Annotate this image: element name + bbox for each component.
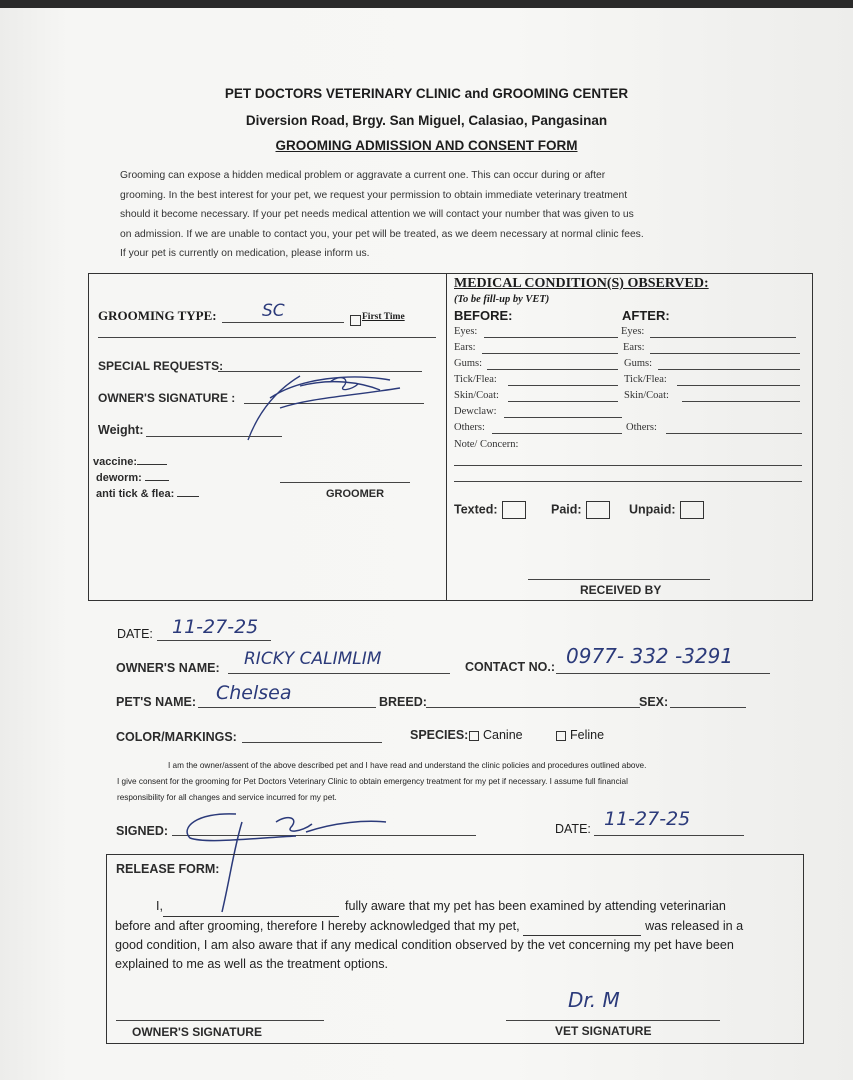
feline-checkbox[interactable] [556, 731, 566, 741]
date-label: DATE: [117, 627, 153, 641]
date-value[interactable]: 11-27-25 [172, 616, 259, 638]
species-feline-option[interactable]: Feline [556, 728, 604, 742]
after-eyes-label: Eyes: [621, 326, 645, 337]
intro-line: If your pet is currently on medication, please inform us. [120, 248, 370, 259]
intro-line: on admission. If we are unable to contact you, your pet will be treated, as we deem necessary at normal clinic fees. [120, 228, 644, 240]
after-gums-label: Gums: [624, 358, 653, 369]
breed-label: BREED: [379, 695, 427, 709]
date-field[interactable] [157, 640, 271, 641]
after-ears-label: Ears: [623, 342, 645, 353]
after-ears-field[interactable] [650, 353, 800, 354]
after-skincoat-label: Skin/Coat: [624, 390, 669, 401]
groomer-label: GROOMER [326, 488, 385, 500]
dewclaw-label: Dewclaw: [454, 406, 497, 417]
before-tickflea-field[interactable] [508, 385, 618, 386]
after-gums-field[interactable] [658, 369, 800, 370]
release-line-3: good condition, I am also aware that if any medical condition observed by the vet concerning my pet have been [115, 938, 734, 952]
pet-name-value[interactable]: Chelsea [216, 682, 292, 704]
grooming-type-value[interactable]: SC [262, 301, 285, 321]
groomer-signature-field[interactable] [280, 482, 410, 483]
vet-signature-field[interactable] [506, 1020, 720, 1021]
pet-name-field[interactable] [198, 707, 376, 708]
release-form-title: RELEASE FORM: [116, 862, 220, 876]
texted-checkbox[interactable] [502, 501, 526, 519]
after-tickflea-label: Tick/Flea: [624, 374, 667, 385]
first-time-checkbox[interactable] [350, 312, 361, 330]
clinic-name: PET DOCTORS VETERINARY CLINIC and GROOMING CENTER [224, 86, 629, 101]
paid-checkbox[interactable] [586, 501, 610, 519]
canine-checkbox[interactable] [469, 731, 479, 741]
consent-date-field[interactable] [594, 835, 744, 836]
color-markings-field[interactable] [242, 742, 382, 743]
medical-title: MEDICAL CONDITION(S) OBSERVED: [454, 276, 709, 291]
texted-label: Texted: [454, 501, 526, 519]
before-label: BEFORE: [454, 308, 513, 323]
intro-paragraph [120, 166, 753, 264]
before-eyes-field[interactable] [484, 337, 618, 338]
before-ears-field[interactable] [482, 353, 618, 354]
contact-field[interactable] [556, 673, 770, 674]
owner-name-value[interactable]: RICKY CALIMLIM [244, 649, 382, 669]
note-concern-field-2[interactable] [454, 481, 802, 482]
before-ears-label: Ears: [454, 342, 476, 353]
grooming-type-extra-line[interactable] [98, 337, 436, 338]
consent-line-2: I give consent for the grooming for Pet Doctors Veterinary Clinic to obtain emergency treatment for my pet if necessary. I assume full financial [117, 777, 628, 786]
received-by-field[interactable] [528, 579, 710, 580]
consent-line-3: responsibility for all changes and service incurred for my pet. [117, 793, 337, 802]
before-eyes-label: Eyes: [454, 326, 478, 337]
received-by-label: RECEIVED BY [580, 583, 662, 597]
admission-box-divider [446, 273, 447, 600]
after-others-field[interactable] [666, 433, 802, 434]
breed-field[interactable] [426, 707, 640, 708]
before-others-label: Others: [454, 422, 485, 433]
intro-line: Grooming can expose a hidden medical problem or aggravate a current one. This can occur during or after [120, 170, 606, 181]
contact-label: CONTACT NO.: [465, 660, 556, 674]
pet-name-label: PET'S NAME: [116, 695, 197, 709]
antitick-label: anti tick & flea: [96, 488, 199, 500]
signed-label: SIGNED: [116, 824, 169, 838]
sex-field[interactable] [670, 707, 746, 708]
release-owner-signature-field[interactable] [116, 1020, 324, 1021]
release-owner-signature-label: OWNER'S SIGNATURE [132, 1025, 262, 1039]
owner-name-label: OWNER'S NAME: [116, 661, 220, 675]
paid-label: Paid: [551, 501, 610, 519]
form-title: GROOMING ADMISSION AND CONSENT FORM [275, 138, 578, 153]
note-concern-field-1[interactable] [454, 465, 802, 466]
before-gums-label: Gums: [454, 358, 483, 369]
release-line-1: I, fully aware that my pet has been examined by attending veterinarian [115, 897, 799, 917]
species-canine-option[interactable]: Canine [469, 728, 523, 742]
before-others-field[interactable] [492, 433, 622, 434]
sex-label: SEX: [639, 695, 669, 709]
before-skincoat-label: Skin/Coat: [454, 390, 499, 401]
species-label: SPECIES: [410, 728, 469, 742]
contact-value[interactable]: 0977- 332 -3291 [566, 644, 734, 668]
before-gums-field[interactable] [487, 369, 618, 370]
vet-signature-value[interactable]: Dr. M [568, 988, 620, 1012]
before-skincoat-field[interactable] [508, 401, 618, 402]
medical-subtitle: (To be fill-up by VET) [454, 294, 550, 305]
after-label: AFTER: [622, 308, 670, 323]
before-tickflea-label: Tick/Flea: [454, 374, 497, 385]
after-others-label: Others: [626, 422, 657, 433]
release-owner-name-field[interactable] [163, 897, 339, 917]
release-line-4: explained to me as well as the treatment options. [115, 956, 389, 971]
owner-name-field[interactable] [228, 673, 450, 674]
consent-line-1: I am the owner/assent of the above described pet and I have read and understand the clinic policies and procedures outlined above. [168, 761, 647, 770]
vaccine-label: vaccine: [93, 456, 167, 468]
release-line-2: before and after grooming, therefore I hereby acknowledged that my pet, was released in a [115, 917, 799, 937]
release-pet-name-field[interactable] [523, 917, 641, 937]
dewclaw-field[interactable] [504, 417, 622, 418]
after-eyes-field[interactable] [650, 337, 796, 338]
intro-line: should it become necessary. If your pet needs medical attention we will contact your number that was given to us [120, 209, 634, 220]
note-concern-label: Note/ Concern: [454, 439, 519, 450]
release-paragraph [115, 897, 799, 973]
consent-date-value[interactable]: 11-27-25 [604, 808, 691, 830]
grooming-type-label: GROOMING TYPE: [98, 308, 217, 323]
deworm-label: deworm: [96, 472, 169, 484]
consent-date-label: DATE: [555, 822, 591, 836]
special-requests-label: SPECIAL REQUESTS: [98, 359, 224, 373]
weight-label: Weight: [98, 423, 144, 437]
after-tickflea-field[interactable] [677, 385, 800, 386]
first-time-label: First Time [362, 312, 405, 322]
owner-signature-label: OWNER'S SIGNATURE : [98, 391, 236, 405]
color-markings-label: COLOR/MARKINGS: [116, 730, 237, 744]
vet-signature-label: VET SIGNATURE [555, 1024, 652, 1038]
after-skincoat-field[interactable] [682, 401, 800, 402]
form-paper [0, 8, 853, 1080]
clinic-address: Diversion Road, Brgy. San Miguel, Calasiao, Pangasinan [245, 113, 608, 128]
intro-line: grooming. In the best interest for your pet, we request your permission to obtain immediate veterinary treatment [120, 189, 628, 201]
grooming-type-field[interactable] [222, 322, 344, 323]
weight-field[interactable] [146, 436, 282, 437]
unpaid-label: Unpaid: [629, 501, 704, 519]
unpaid-checkbox[interactable] [680, 501, 704, 519]
